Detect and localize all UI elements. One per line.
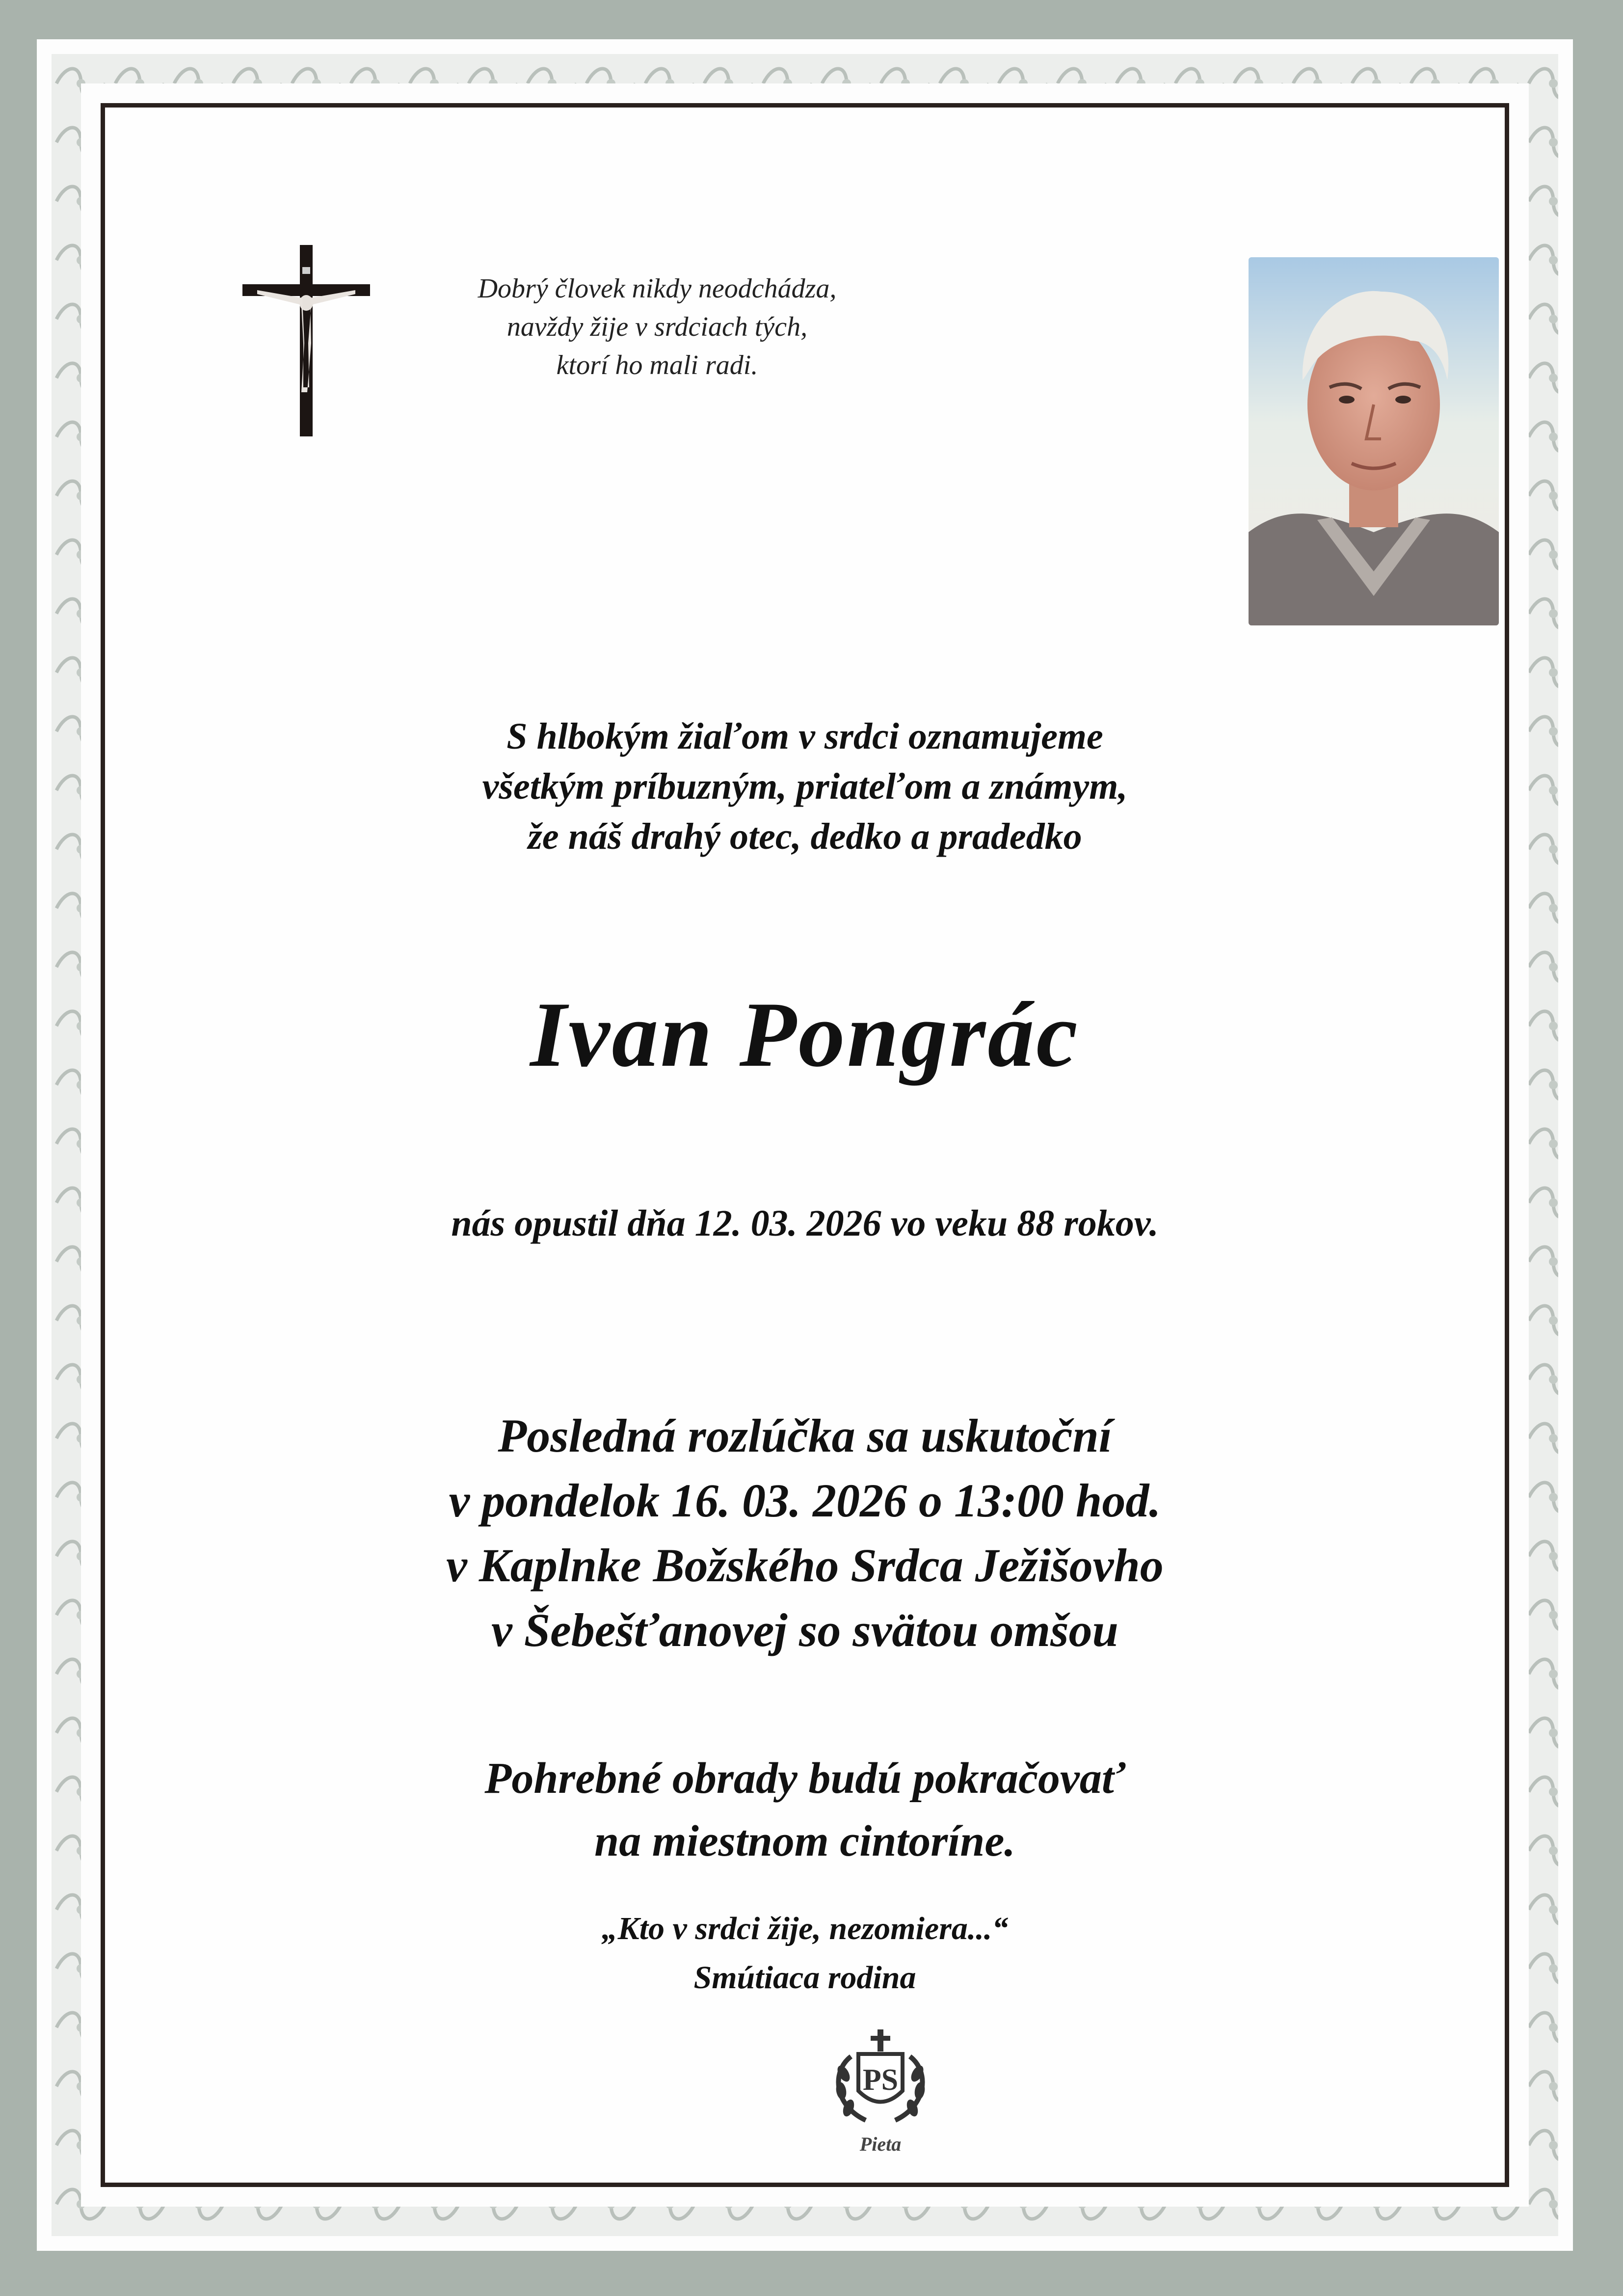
death-date-line: nás opustil dňa 12. 03. 2026 vo veku 88 rokov. bbox=[451, 1203, 1159, 1244]
announcement-intro bbox=[105, 711, 1505, 862]
portrait-photo bbox=[1249, 257, 1499, 625]
logo-text: Pieta bbox=[859, 2133, 902, 2155]
deceased-name: Ivan Pongrác bbox=[530, 983, 1080, 1086]
obituary-sheet bbox=[37, 39, 1573, 2251]
intro-line: S hlbokým žiaľom v srdci oznamujeme bbox=[506, 716, 1103, 757]
motto-line: ktorí ho mali radi. bbox=[556, 350, 758, 380]
farewell-line: v Šebešťanovej so svätou omšou bbox=[491, 1604, 1118, 1656]
farewell-line: v pondelok 16. 03. 2026 o 13:00 hod. bbox=[449, 1474, 1161, 1527]
logo-monogram: PS bbox=[862, 2063, 899, 2097]
inner-frame bbox=[101, 103, 1509, 2187]
signature: Smútiaca rodina bbox=[693, 1960, 916, 1996]
closing-quote: „Kto v srdci žije, nezomiera...“ bbox=[601, 1911, 1009, 1946]
farewell-details bbox=[105, 1404, 1505, 1663]
motto-line: Dobrý človek nikdy neodchádza, bbox=[478, 273, 837, 304]
burial-details bbox=[105, 1747, 1505, 1873]
pieta-wreath-logo-icon bbox=[822, 2027, 939, 2130]
farewell-line: Posledná rozlúčka sa uskutoční bbox=[498, 1409, 1112, 1462]
burial-line: na miestnom cintoríne. bbox=[594, 1817, 1015, 1865]
closing bbox=[105, 1904, 1505, 2002]
farewell-line: v Kaplnke Božského Srdca Ježišovho bbox=[446, 1539, 1164, 1592]
burial-line: Pohrebné obrady budú pokračovať bbox=[484, 1754, 1125, 1803]
crucifix-icon bbox=[242, 245, 370, 441]
motto bbox=[399, 270, 915, 384]
pieta-logo bbox=[822, 2027, 939, 2155]
intro-line: všetkým príbuzným, priateľom a známym, bbox=[482, 766, 1128, 807]
motto-line: navždy žije v srdciach tých, bbox=[506, 312, 808, 342]
intro-line: že náš drahý otec, dedko a pradedko bbox=[528, 816, 1082, 857]
